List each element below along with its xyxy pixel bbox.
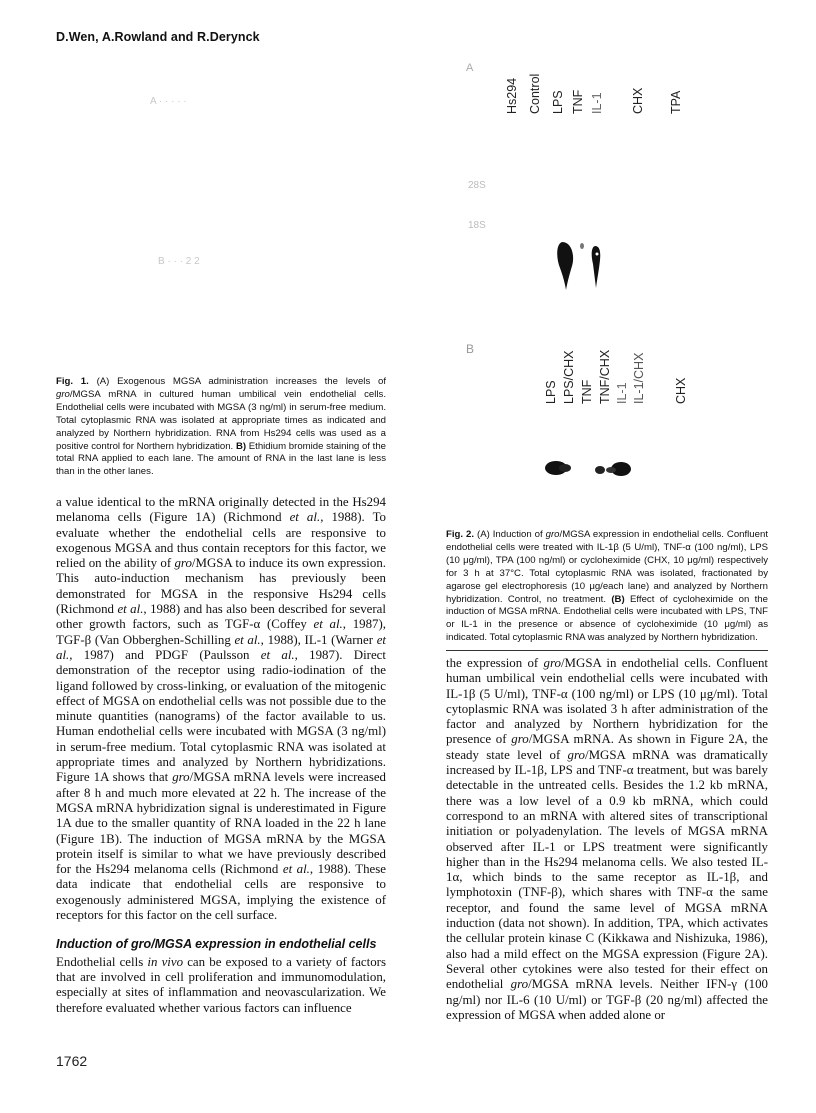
- text-run: , 1988). These data indicate that endothelial cells are responsive to exogenously administered MGSA, implying the existence of receptors for this factor on the cell surface.: [56, 862, 387, 923]
- left-column: [56, 495, 386, 1016]
- text-run: in vivo: [147, 954, 184, 969]
- lane-label: IL-1: [590, 92, 604, 114]
- text-run: /MGSA mRNA in cultured human umbilical vein endothelial cells. Endothelial cells were incubated with MGSA (3 ng/ml) in serum-free medium. Total cytoplasmic RNA was isolated at appropriate times as indicated and analyzed by Northern hybridization. RNA from Hs294 cells was used as a positive control for Northern hybridization.: [56, 388, 386, 452]
- text-run: gro: [510, 977, 529, 992]
- marker-18s: 18S: [468, 220, 486, 231]
- running-header: D.Wen, A.Rowland and R.Derynck: [56, 30, 260, 44]
- text-run: et al.: [56, 632, 386, 662]
- text-run: can be exposed to a variety of factors that are involved in cell proliferation and immunomodulation, especially at sites of inflammation and neovascularization. We therefore evaluated whether various factors can influence: [56, 954, 386, 1015]
- text-run: (B): [611, 593, 625, 605]
- lane-label: TPA: [669, 90, 683, 114]
- lane-label: IL-1/CHX: [632, 352, 646, 404]
- lane-label: LPS: [551, 90, 565, 114]
- lane-label: LPS: [544, 380, 558, 404]
- right-column: [446, 656, 768, 1023]
- text-run: , 1987) and PDGF (Paulsson: [69, 647, 261, 662]
- text-run: the expression of: [446, 656, 544, 670]
- lane-label: CHX: [631, 87, 645, 114]
- lane-label: Hs294: [505, 77, 519, 114]
- text-run: /MGSA to induce its own expression. This auto-induction mechanism has previously been demonstrated for MGSA in the responsive Hs294 cells (Richmond: [56, 556, 386, 617]
- lane-label: LPS/CHX: [562, 350, 576, 404]
- text-run: et al.: [282, 862, 310, 877]
- text-run: /MGSA expression in endothelial cells. Confluent endothelial cells were treated with IL-1β (5 U/ml), TNF-α (100 ng/ml), LPS (10 μg/ml), TPA (100 ng/ml) or cycloheximide (CHX, 10 μg/ml) respectively for 3 h at 37°C. Total cytoplasmic RNA was isolated, fractionated by agarose gel electrophoresis (10 μg/each lane) and analyzed by Northern hybridization. Control, no treatment.: [446, 529, 768, 605]
- text-run: Fig. 2.: [446, 529, 477, 540]
- text-run: Induction of gro/MGSA expression in endothelial cells: [56, 937, 377, 952]
- figure-2-panel-a-label: A: [466, 62, 474, 74]
- blot-band-lps: [557, 242, 573, 290]
- lane-label: TNF/CHX: [598, 349, 612, 404]
- text-run: Effect of cycloheximide on the induction of MGSA mRNA. Endothelial cells were incubated with LPS, TNF or IL-1 in the presence or absence of cycloheximide (10 μg/ml) as indicated. Total cytoplasmic RNA was analyzed by Northern hybridization.: [446, 593, 768, 644]
- figure-2-panel-b-label: B: [466, 342, 475, 356]
- blot-band-b-tnf: [595, 466, 605, 474]
- text-run: gro: [545, 529, 560, 540]
- blot-band-tnf-faint: [580, 243, 584, 249]
- text-run: gro: [567, 747, 585, 762]
- text-run: gro: [172, 770, 190, 785]
- figure-1-panel-b-faint-text: B · · · 2 2: [158, 256, 200, 267]
- text-run: a value identical to the mRNA originally detected in the Hs294 melanoma cells (Figure 1A) (Richmond: [56, 495, 386, 525]
- blot-band-il1-dot: [596, 253, 599, 256]
- blot-band-il1: [592, 246, 601, 288]
- text-run: , 1988). To evaluate whether the endothelial cells are responsive to exogenous MGSA and thus contain receptors for this factor, we relied on the ability of: [56, 510, 386, 571]
- text-run: et al.: [234, 632, 261, 647]
- text-run: /MGSA mRNA. As shown in Figure 2A, the steady state level of: [446, 732, 768, 762]
- text-run: , 1988), IL-1 (Warner: [260, 632, 377, 647]
- text-run: Endothelial cells: [56, 954, 148, 969]
- text-run: gro: [543, 656, 561, 670]
- text-run: /MGSA mRNA was dramatically increased by IL-1β, LPS and TNF-α treatment, but was barely detectable in the untreated cells. Besides the 1.2 kb mRNA, there was a low level of a 0.9 kb mRNA, which could correspond to an mRNA with altered sites of transcriptional initiation or polyadenylation. The levels of MGSA mRNA observed after IL-1 or LPS treatment were significantly higher than in the Hs294 melanoma cells. We also tested IL-1α, which binds to the same receptor as IL-1β, and lymphotoxin (TNF-β), which shares with TNF-α the same receptor, and found the same level of MGSA mRNA induction (data not shown). In addition, TPA, which activates the cellular protein kinase C (Kikkawa and Nishizuka, 1986), also had a mild effect on the MGSA expression (Figure 2A). Several other cytokines were also tested for their effect on endothelial: [446, 747, 768, 992]
- text-run: , 1987), TGF-β (Van Obberghen-Schilling: [56, 617, 386, 647]
- page-number: 1762: [56, 1053, 88, 1069]
- lane-label: TNF: [580, 379, 594, 404]
- lane-label: CHX: [674, 377, 688, 404]
- lane-label: TNF: [571, 89, 585, 114]
- lane-label: IL-1: [615, 382, 629, 404]
- paragraph: [56, 955, 386, 1016]
- blot-band-b-il1-tail: [606, 467, 616, 473]
- section-heading: [56, 937, 386, 952]
- text-run: et al.: [289, 510, 321, 525]
- figure-1-panel-a-faint-text: A · · · · ·: [150, 96, 187, 107]
- marker-28s: 28S: [468, 180, 486, 191]
- text-run: /MGSA in endothelial cells. Confluent human umbilical vein endothelial cells were incubated with IL-1β (5 U/ml), TNF-α (100 ng/ml) or LPS (10 μg/ml). Total cytoplasmic RNA was isolated 3 h after administration of the factor and analyzed by Northern hybridization for the presence of: [446, 656, 768, 747]
- text-run: /MGSA mRNA levels. Neither IFN-γ (100 ng/ml) nor IL-6 (10 U/ml) or TGF-β (20 ng/ml) affected the expression of MGSA when added alone or: [446, 977, 768, 1022]
- lane-label: Control: [528, 73, 542, 114]
- text-run: B): [235, 440, 247, 452]
- text-run: gro: [56, 388, 70, 400]
- text-run: Fig. 1.: [56, 376, 97, 387]
- paragraph: [446, 656, 768, 1023]
- text-run: gro: [511, 732, 529, 747]
- text-run: , 1988) and has also been described for several other growth factors, such as TGF-α (Coffey: [56, 602, 386, 632]
- blot-band-b-lps-tail: [559, 464, 571, 472]
- figure-1-caption: [56, 376, 386, 479]
- text-run: (A) Induction of: [477, 529, 546, 540]
- text-run: et al.: [117, 602, 144, 617]
- text-run: et al.: [260, 647, 295, 662]
- text-run: gro: [174, 556, 192, 571]
- text-run: Ethidium bromide staining of the total RNA applied to each lane. The amount of RNA in the last lane is less than in the other lanes.: [56, 440, 387, 478]
- figure-2-caption: [446, 529, 768, 645]
- text-run: et al.: [313, 617, 343, 632]
- paragraph: [56, 495, 386, 923]
- text-run: , 1987). Direct demonstration of the receptor using radio-iodination of the ligand followed by cross-linking, or evaluation of the mitogenic effect of MGSA on endothelial cells was not possible due to the minute quantities (nanograms) of the factor available to us. Human endothelial cells were incubated with MGSA (3 ng/ml) in serum-free medium. Total cytoplasmic RNA was isolated at appropriate times and analyzed by Northern hybridizations. Figure 1A shows that: [56, 647, 386, 785]
- caption-divider: [446, 650, 768, 651]
- text-run: /MGSA mRNA levels were increased after 8 h and much more elevated at 22 h. The increase of the MGSA mRNA hybridization signal is underestimated in Figure 1A due to the smaller quantity of RNA loaded in the 22 h lane (Figure 1B). The induction of MGSA mRNA by the MGSA protein itself is similar to what we have previously described for the Hs294 melanoma cells (Richmond: [56, 770, 387, 877]
- text-run: (A) Exogenous MGSA administration increases the levels of: [96, 376, 386, 387]
